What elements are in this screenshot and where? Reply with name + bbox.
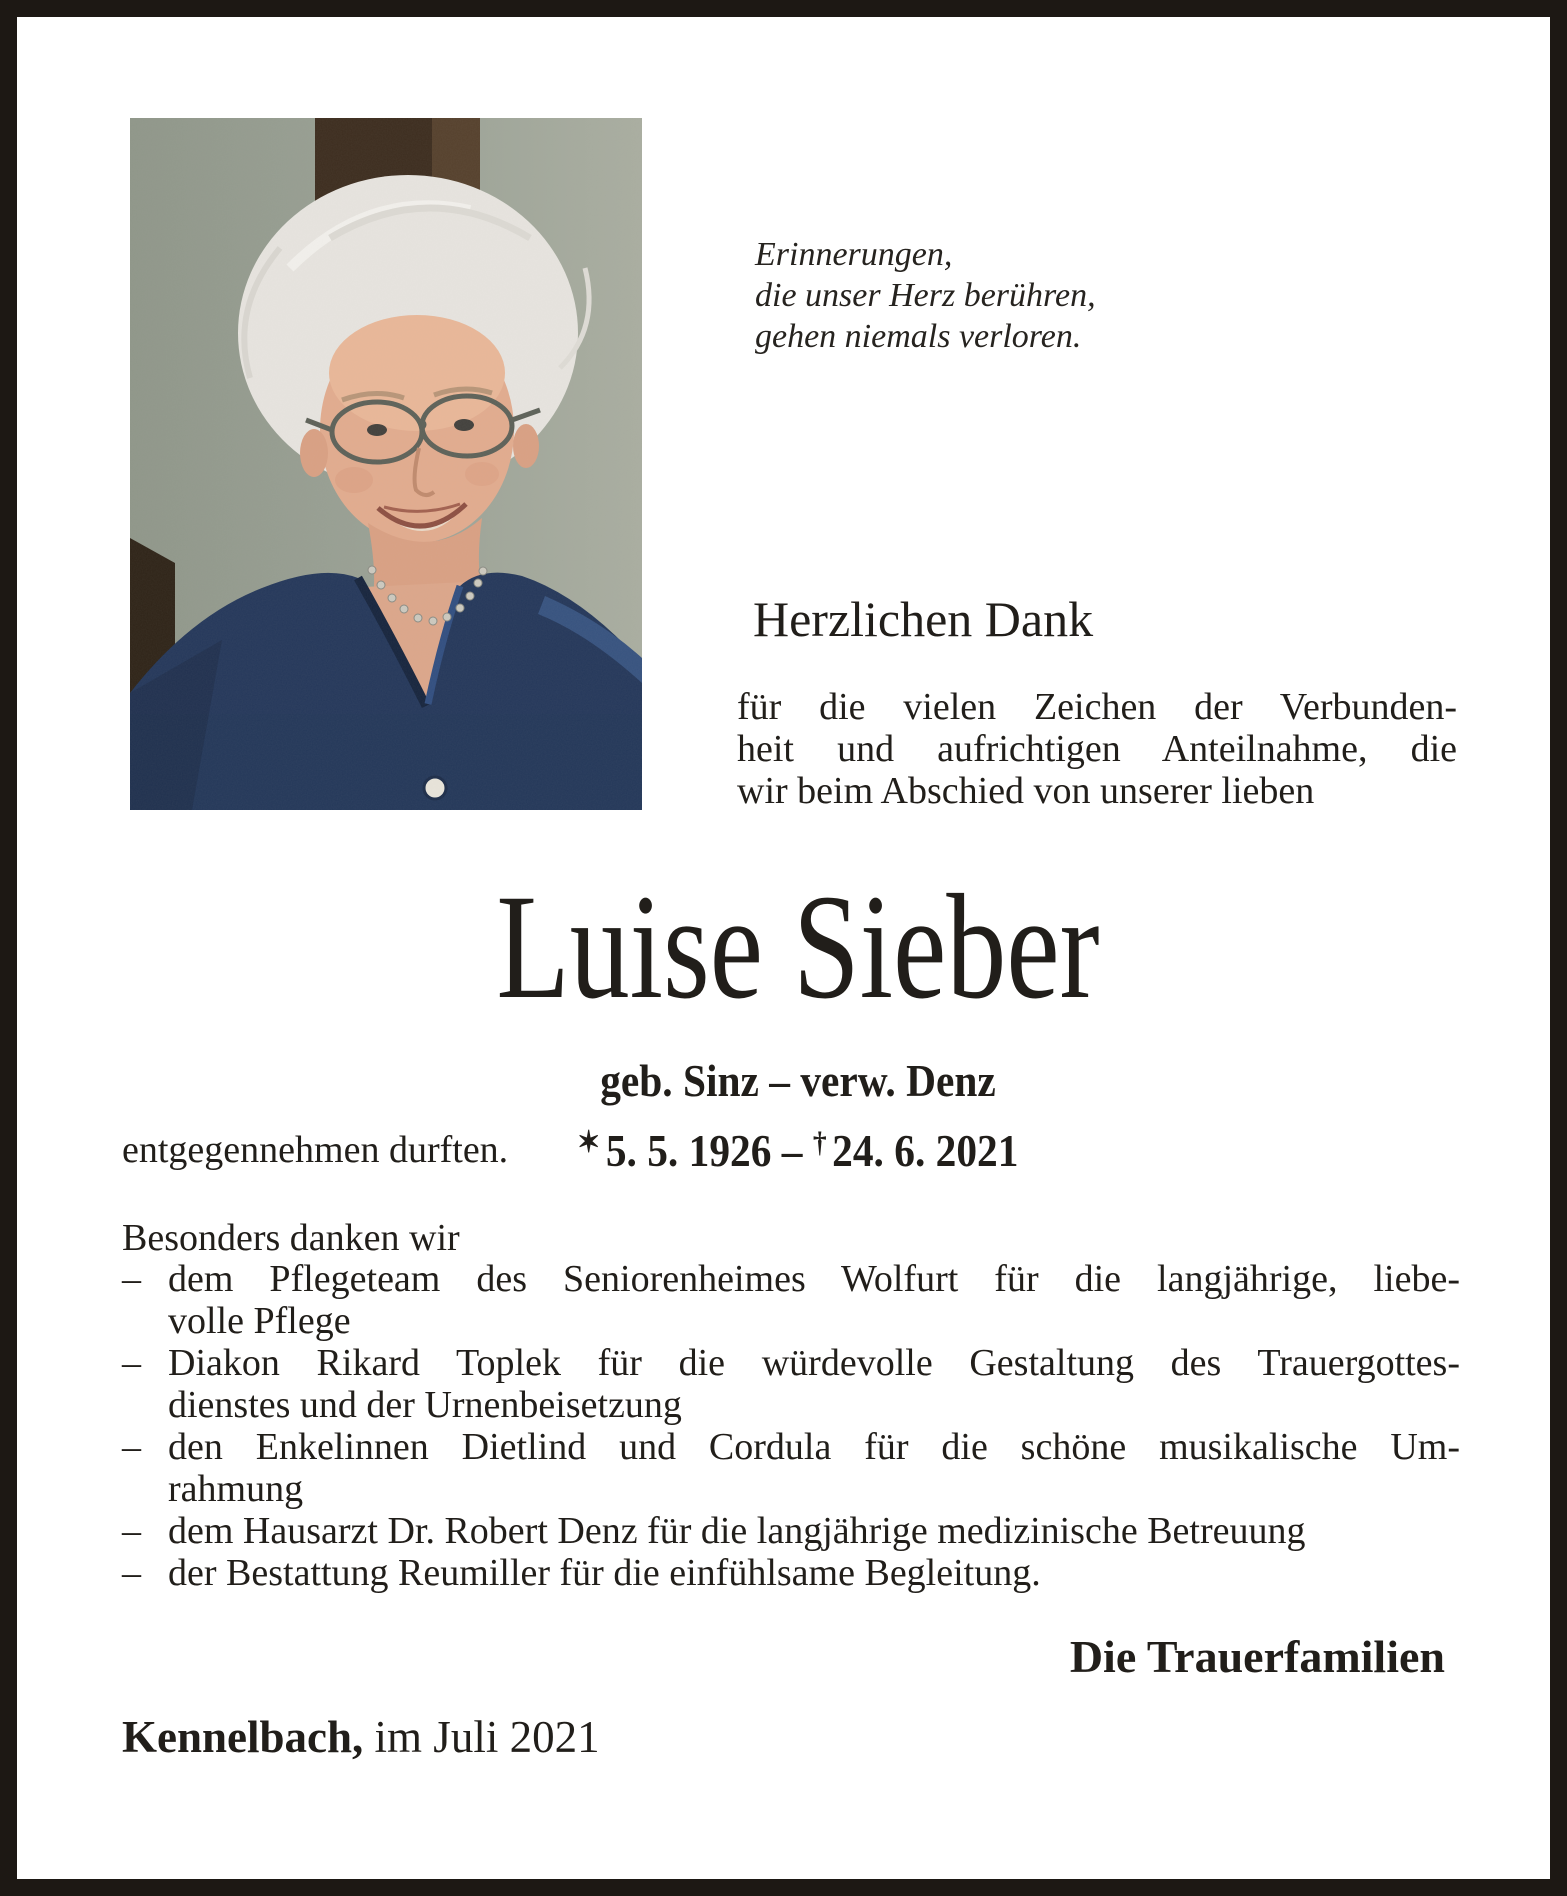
thanks-list — [122, 1258, 1460, 1594]
text-line: wir beim Abschied von unserer lieben — [737, 770, 1315, 812]
thanks-item — [122, 1510, 1460, 1552]
thanks-item-line: volle Pflege — [168, 1300, 351, 1342]
thanks-heading: Herzlichen Dank — [753, 591, 1094, 647]
thanks-item-line: dem Pflegeteam des Seniorenheimes Wolfurt für die langjährige, liebe- — [168, 1258, 1460, 1300]
thanks-item — [122, 1258, 1460, 1342]
death-cross-symbol: † — [812, 1126, 827, 1159]
thanks-item-line: dienstes und der Urnenbeisetzung — [168, 1384, 682, 1426]
thanks-item-line: dem Hausarzt Dr. Robert Denz für die langjährige medizinische Betreuung — [168, 1510, 1306, 1552]
thanks-item-line: der Bestattung Reumiller für die einfühlsame Begleitung. — [168, 1552, 1041, 1594]
special-thanks-heading: Besonders danken wir — [122, 1217, 460, 1259]
thanks-item — [122, 1342, 1460, 1426]
text-line: für die vielen Zeichen der Verbunden- — [737, 686, 1457, 728]
place-date-line — [122, 1712, 600, 1762]
birth-star-symbol: ✶ — [576, 1126, 600, 1159]
thanks-item-line: den Enkelinnen Dietlind und Cordula für die schöne musikalische Um- — [168, 1426, 1460, 1468]
text-line: die unser Herz berühren, — [755, 277, 1096, 314]
memorial-quote — [755, 234, 1096, 357]
thanks-item-line: Diakon Rikard Toplek für die würdevolle Gestaltung des Trauergottes- — [168, 1342, 1460, 1384]
list-dash: – — [122, 1426, 141, 1468]
text-line: gehen niemals verloren. — [755, 318, 1082, 355]
portrait-photo — [130, 118, 642, 810]
maiden-name-line: geb. Sinz – verw. Denz — [599, 1056, 996, 1106]
text-line: Erinnerungen, — [755, 236, 953, 273]
date-text: im Juli 2021 — [374, 1712, 600, 1762]
received-line: entgegennehmen durften. — [122, 1129, 509, 1171]
text-line: heit und aufrichtigen Anteilnahme, die — [737, 728, 1457, 770]
thanks-item — [122, 1426, 1460, 1510]
birth-date: 5. 5. 1926 — [605, 1126, 772, 1176]
dates-separator: – — [781, 1126, 803, 1176]
place-name: Kennelbach, — [122, 1712, 364, 1762]
list-dash: – — [122, 1552, 141, 1594]
list-dash: – — [122, 1510, 141, 1552]
deceased-name: Luise Sieber — [495, 864, 1100, 1030]
thanks-item — [122, 1552, 1460, 1594]
death-date: 24. 6. 2021 — [831, 1126, 1019, 1176]
thanks-item-line: rahmung — [168, 1468, 304, 1510]
thanks-intro — [737, 686, 1457, 812]
list-dash: – — [122, 1342, 141, 1384]
signature-family: Die Trauerfamilien — [1069, 1631, 1445, 1682]
list-dash: – — [122, 1258, 141, 1300]
